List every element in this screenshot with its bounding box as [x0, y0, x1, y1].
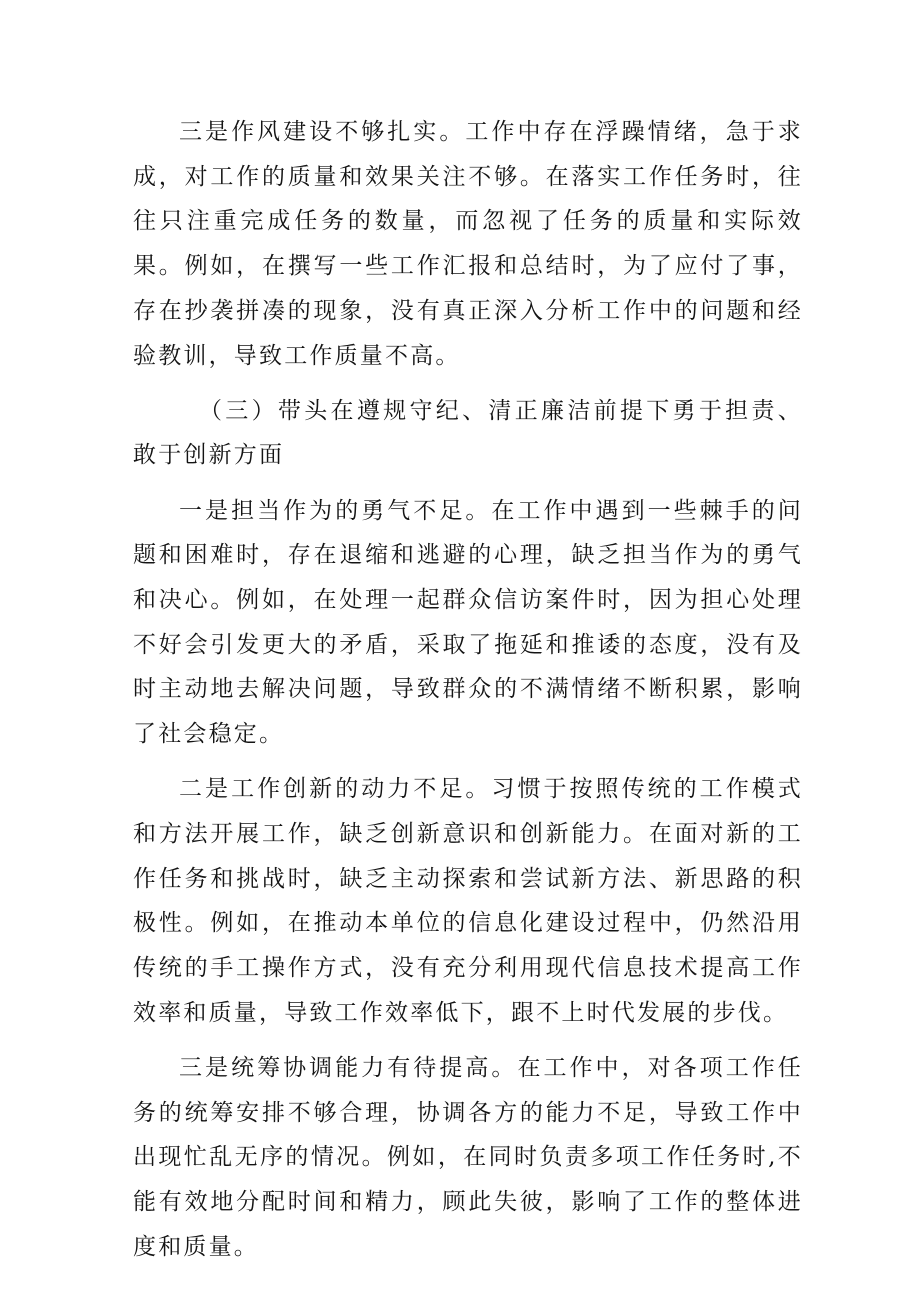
paragraph-innovation: 二是工作创新的动力不足。习惯于按照传统的工作模式和方法开展工作，缺乏创新意识和创新能力。在面对新的工作任务和挑战时，缺乏主动探索和尝试新方法、新思路的积极性。例如，在推动本单位的信息化建设过程中，仍然沿用传统的手工操作方式，没有充分利用现代信息技术提高工作效率和质量，导致工作效率低下，跟不上时代发展的步伐。: [133, 776, 803, 1026]
document-body: [133, 110, 803, 1270]
paragraph-coordination: 三是统筹协调能力有待提高。在工作中，对各项工作任务的统筹安排不够合理，协调各方的能力不足，导致工作中出现忙乱无序的情况。例如，在同时负责多项工作任务时,不能有效地分配时间和精力，顾此失彼，影响了工作的整体进度和质量。: [133, 1055, 803, 1260]
paragraph-courage: 一是担当作为的勇气不足。在工作中遇到一些棘手的问题和困难时，存在退缩和逃避的心理，缺乏担当作为的勇气和决心。例如，在处理一起群众信访案件时，因为担心处理不好会引发更大的矛盾，采取了拖延和推诿的态度，没有及时主动地去解决问题，导致群众的不满情绪不断积累，影响了社会稳定。: [133, 497, 803, 748]
section-heading-three: （三）带头在遵规守纪、清正廉洁前提下勇于担责、敢于创新方面: [133, 397, 803, 469]
paragraph-work-style: 三是作风建设不够扎实。工作中存在浮躁情绪，急于求成，对工作的质量和效果关注不够。在落实工作任务时，往往只注重完成任务的数量，而忽视了任务的质量和实际效果。例如，在撰写一些工作汇报和总结时，为了应付了事，存在抄袭拼凑的现象，没有真正深入分析工作中的问题和经验教训，导致工作质量不高。: [133, 119, 803, 369]
